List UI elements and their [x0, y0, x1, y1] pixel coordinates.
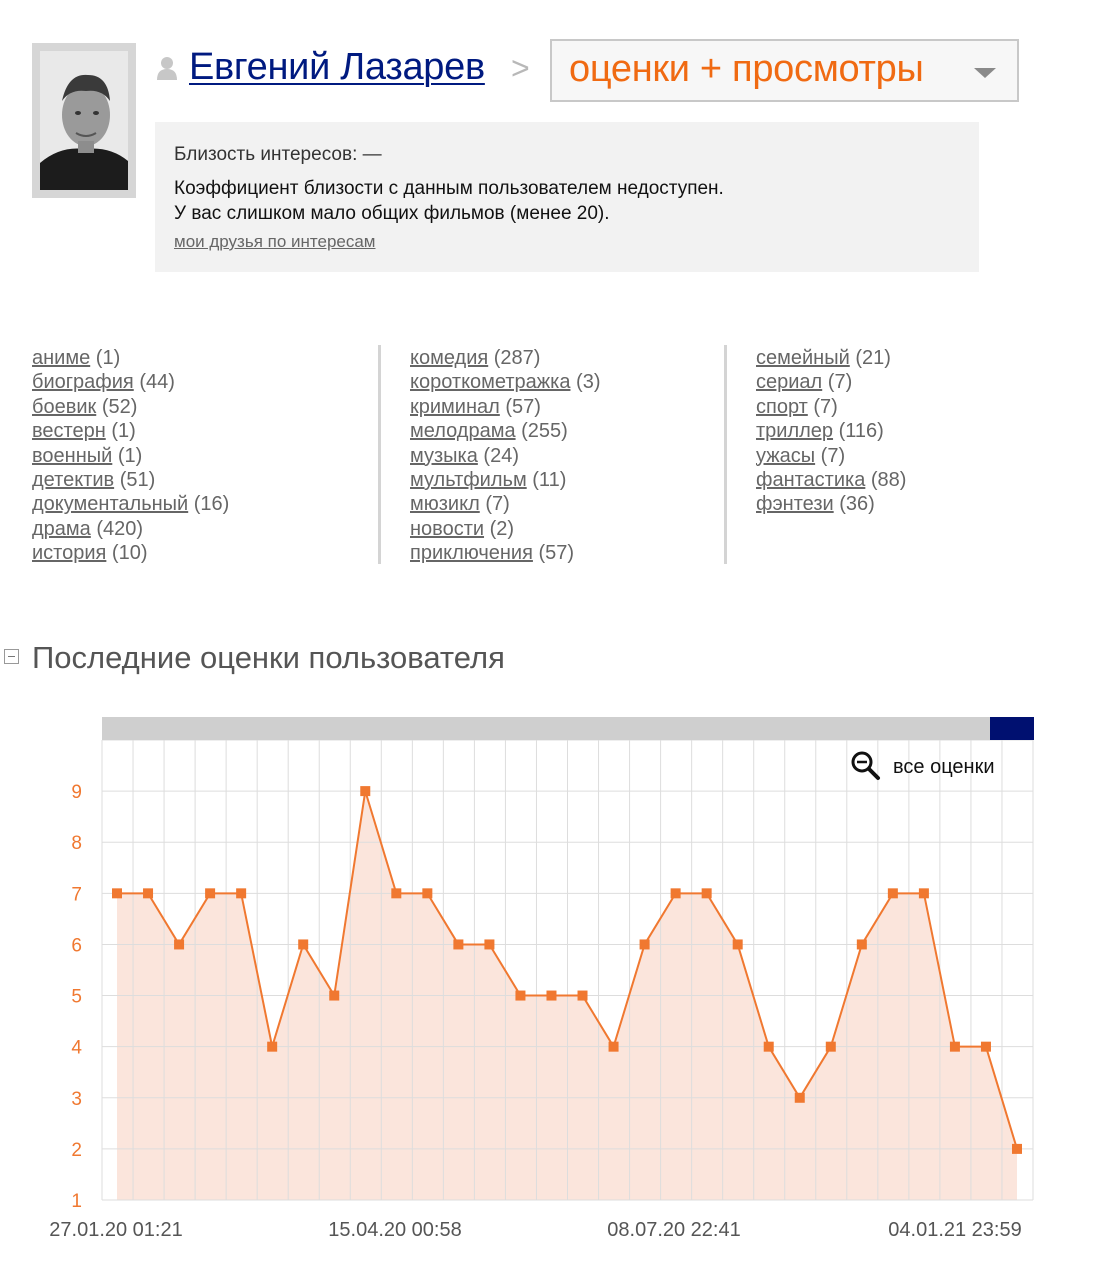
genre-count: (2) — [489, 517, 515, 540]
data-point[interactable] — [360, 786, 370, 796]
data-point[interactable] — [298, 939, 308, 949]
column-divider — [378, 345, 381, 564]
similarity-reason-text: У вас слишком мало общих фильмов (менее 20). — [174, 203, 610, 224]
genre-count: (57) — [538, 542, 575, 565]
genre-item — [32, 492, 229, 516]
genre-column-3 — [756, 346, 906, 517]
data-point[interactable] — [453, 939, 463, 949]
y-tick-label: 7 — [71, 884, 82, 906]
genre-item — [410, 517, 600, 541]
y-tick-label: 1 — [71, 1191, 82, 1212]
data-point[interactable] — [702, 888, 712, 898]
x-tick-label: 27.01.20 01:21 — [49, 1219, 183, 1241]
genre-count: (1) — [95, 347, 121, 369]
genre-count: (10) — [111, 542, 148, 565]
friends-by-interests-link[interactable]: мои друзья по интересам — [174, 232, 376, 251]
genre-item — [756, 395, 906, 419]
genre-item — [410, 444, 600, 468]
genre-count: (116) — [838, 420, 884, 443]
data-point[interactable] — [205, 888, 215, 898]
genre-item — [756, 370, 906, 394]
y-tick-label: 8 — [71, 833, 82, 855]
collapse-icon[interactable] — [4, 649, 19, 664]
genre-item — [32, 419, 229, 443]
genre-count: (420) — [96, 517, 144, 540]
genre-link[interactable]: мультфильм — [410, 469, 527, 492]
genre-count: (7) — [827, 371, 853, 394]
genre-link[interactable]: детектив — [32, 469, 115, 492]
y-tick-label: 9 — [71, 782, 82, 804]
data-point[interactable] — [578, 991, 588, 1001]
genre-count: (36) — [839, 493, 875, 516]
genre-item — [32, 517, 229, 541]
genre-count: (88) — [870, 469, 907, 492]
data-point[interactable] — [329, 991, 339, 1001]
genre-count: (7) — [485, 493, 510, 516]
genre-column-2 — [410, 346, 600, 566]
y-tick-label: 6 — [71, 935, 82, 957]
genre-link[interactable]: новости — [410, 517, 485, 540]
genre-item — [410, 492, 600, 516]
data-point[interactable] — [640, 939, 650, 949]
user-name-link[interactable]: Евгений Лазарев — [189, 46, 485, 88]
data-point[interactable] — [671, 888, 681, 898]
genre-link[interactable]: спорт — [756, 395, 808, 418]
data-point[interactable] — [795, 1093, 805, 1103]
genre-item — [410, 541, 600, 565]
ratings-chart — [0, 700, 1101, 1260]
data-point[interactable] — [609, 1042, 619, 1052]
genre-link[interactable]: музыка — [410, 444, 478, 467]
genre-count: (51) — [119, 469, 156, 492]
genre-item — [410, 395, 600, 419]
similarity-panel — [155, 122, 979, 272]
genre-link[interactable]: комедия — [410, 347, 489, 369]
genre-link[interactable]: документальный — [32, 493, 189, 516]
user-icon — [156, 55, 178, 81]
avatar-photo — [40, 51, 128, 190]
genre-count: (52) — [101, 395, 138, 418]
data-point[interactable] — [422, 888, 432, 898]
genre-link[interactable]: криминал — [410, 395, 500, 418]
genre-count: (7) — [820, 444, 846, 467]
data-point[interactable] — [112, 888, 122, 898]
genre-item — [756, 468, 906, 492]
genre-link[interactable]: фэнтези — [756, 493, 834, 516]
data-point[interactable] — [981, 1042, 991, 1052]
data-point[interactable] — [236, 888, 246, 898]
column-divider — [724, 345, 727, 564]
genre-count: (7) — [813, 395, 838, 418]
view-mode-selected: оценки + просмотры — [569, 48, 924, 90]
y-tick-label: 2 — [71, 1139, 82, 1161]
genre-item — [410, 419, 600, 443]
genre-count: (44) — [139, 371, 175, 394]
genre-link[interactable]: вестерн — [32, 420, 106, 443]
genre-item — [32, 370, 229, 394]
genre-link[interactable]: семейный — [756, 347, 850, 369]
y-tick-label: 3 — [71, 1088, 82, 1110]
x-tick-label: 08.07.20 22:41 — [607, 1219, 741, 1241]
genre-count: (24) — [483, 444, 519, 467]
genre-link[interactable]: приключения — [410, 542, 533, 565]
data-point[interactable] — [391, 888, 401, 898]
genre-link[interactable]: триллер — [756, 420, 834, 443]
data-point[interactable] — [143, 888, 153, 898]
all-ratings-link[interactable]: все оценки — [893, 756, 995, 778]
genre-link[interactable]: мюзикл — [410, 493, 480, 516]
genre-link[interactable]: биография — [32, 371, 134, 394]
genre-count: (1) — [111, 420, 136, 443]
data-point[interactable] — [826, 1042, 836, 1052]
genre-link[interactable]: драма — [32, 517, 91, 540]
genre-count: (57) — [505, 395, 541, 418]
data-point[interactable] — [1012, 1144, 1022, 1154]
genre-link[interactable]: мелодрама — [410, 420, 516, 443]
data-point[interactable] — [950, 1042, 960, 1052]
genre-column-1 — [32, 346, 229, 566]
genre-link[interactable]: ужасы — [756, 444, 816, 467]
y-tick-label: 4 — [71, 1037, 82, 1059]
data-point[interactable] — [174, 939, 184, 949]
genre-item — [410, 468, 600, 492]
scrollbar-thumb[interactable] — [990, 717, 1034, 740]
genre-item — [32, 444, 229, 468]
section-title: Последние оценки пользователя — [32, 640, 505, 675]
genre-item — [410, 346, 600, 370]
genre-item — [32, 346, 229, 370]
genre-link[interactable]: фантастика — [756, 469, 866, 492]
data-point[interactable] — [515, 991, 525, 1001]
genre-link[interactable]: история — [32, 542, 107, 565]
data-point[interactable] — [267, 1042, 277, 1052]
chevron-down-icon — [974, 68, 996, 78]
y-tick-label: 5 — [71, 986, 82, 1008]
genre-item — [756, 492, 906, 516]
genre-link[interactable]: военный — [32, 444, 113, 467]
genre-link[interactable]: аниме — [32, 347, 91, 369]
data-point[interactable] — [857, 939, 867, 949]
genre-item — [756, 346, 906, 370]
view-mode-select[interactable] — [550, 39, 1019, 102]
genre-item — [756, 419, 906, 443]
genre-item — [410, 370, 600, 394]
x-tick-label: 15.04.20 00:58 — [328, 1219, 462, 1241]
similarity-title: Близость интересов: — — [174, 144, 382, 165]
similarity-unavailable-text: Коэффициент близости с данным пользователем недоступен. — [174, 178, 724, 199]
genre-item — [32, 468, 229, 492]
genre-count: (255) — [521, 420, 568, 443]
genre-link[interactable]: боевик — [32, 395, 97, 418]
data-point[interactable] — [764, 1042, 774, 1052]
genre-count: (16) — [193, 493, 230, 516]
data-point[interactable] — [888, 888, 898, 898]
x-tick-label: 04.01.21 23:59 — [888, 1219, 1022, 1241]
genre-count: (21) — [855, 347, 891, 369]
genre-item — [32, 541, 229, 565]
genre-count: (1) — [117, 444, 143, 467]
data-point[interactable] — [733, 939, 743, 949]
data-point[interactable] — [546, 991, 556, 1001]
genre-item — [756, 444, 906, 468]
genre-count: (11) — [532, 469, 567, 492]
breadcrumb-separator: > — [511, 50, 530, 86]
genre-link[interactable]: короткометражка — [410, 371, 571, 394]
genre-item — [32, 395, 229, 419]
genre-link[interactable]: сериал — [756, 371, 823, 394]
genre-count: (287) — [493, 347, 541, 369]
data-point[interactable] — [484, 939, 494, 949]
data-point[interactable] — [919, 888, 929, 898]
user-avatar[interactable] — [32, 43, 136, 198]
genre-count: (3) — [576, 371, 601, 394]
scrollbar-track[interactable] — [102, 717, 1033, 740]
